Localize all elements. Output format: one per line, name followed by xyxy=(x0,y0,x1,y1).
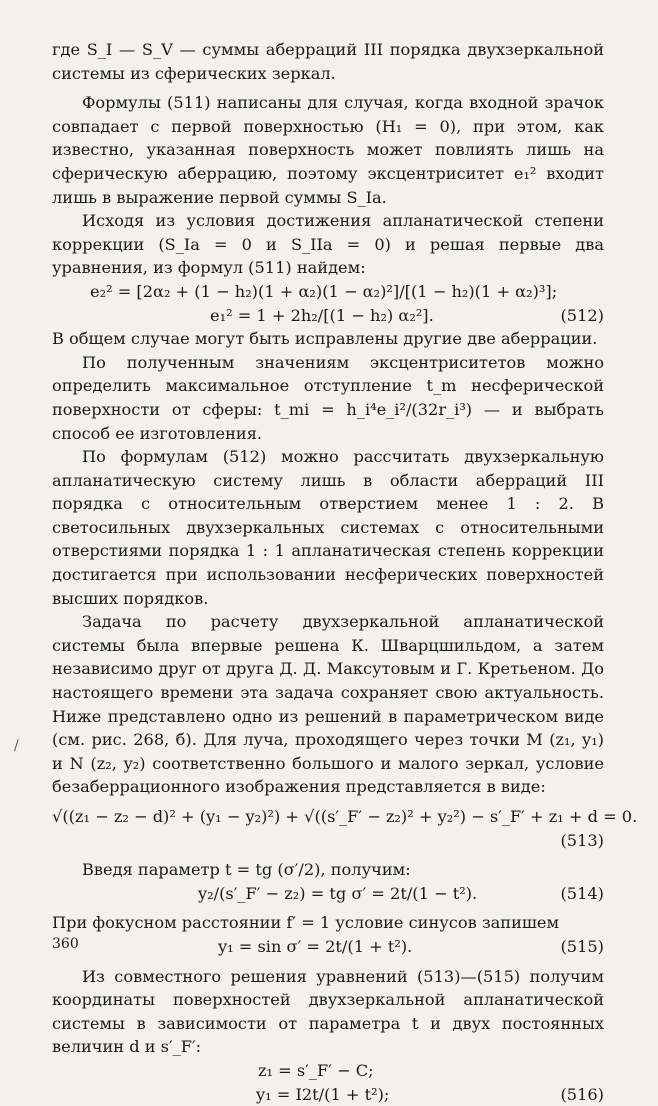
equation-513: √((z₁ − z₂ − d)² + (y₁ − y₂)²) + √((s′_F′ − z₂)² + y₂²) − s′_F′ + z₁ + d = 0. xyxy=(52,807,638,826)
paragraph: По полученным значениям эксцентриситетов можно определить максимальное отступление t_m несферической поверхности от сферы: t_mi = h_i⁴e_i²/(32r_i³) — и выбрать способ ее изготовления. xyxy=(52,352,604,443)
equation-516b: y₁ = I2t/(1 + t²); (516) xyxy=(52,1083,604,1106)
equation-516a: z₁ = s′_F′ − C; xyxy=(258,1060,374,1080)
paragraph: При фокусном расстоянии f′ = 1 условие синусов запишем xyxy=(52,913,560,933)
paragraph: Задача по расчету двухзеркальной апланатической системы была впервые решена К. Шварцшильдом, а затем независимо друг от друга Д. Д. Максутовым и Г. Кретьеном. До настоящего времени эта задача сохраняет свою актуальность. Ниже представлено одно из решений в параметрическом виде (см. рис. 268, б). Для луча, проходящего через точки M (z₁, y₁) и N (z₂, y₂) соответственно большого и малого зеркал, условие безаберрационного изображения представляется в виде: xyxy=(52,612,604,797)
paragraph: Исходя из условия достижения апланатической степени коррекции (S_Ia = 0 и S_IIa = 0) и решая первые два уравнения, из формул (511) найдем: xyxy=(52,211,604,278)
equation-512b: e₁² = 1 + 2h₂/[(1 − h₂) α₂²]. (512) xyxy=(52,304,604,328)
equation-number: (515) xyxy=(560,936,604,956)
equation-514: y₂/(s′_F′ − z₂) = tg σ′ = 2t/(1 − t²). (514) xyxy=(52,882,604,906)
paragraph: где S_I — S_V — суммы аберраций III порядка двухзеркальной системы из сферических зеркал. xyxy=(52,40,604,83)
paragraph: Введя параметр t = tg (σ′/2), получим: xyxy=(82,860,411,880)
page-body xyxy=(52,38,638,1106)
equation-number: (516) xyxy=(560,1084,604,1104)
paragraph: Формулы (511) написаны для случая, когда входной зрачок совпадает с первой поверхностью (H₁ = 0), при этом, как известно, указанная поверхность может повлиять лишь на сферическую аберрацию, поэтому эксцентриситет e₁² входит лишь в выражение первой суммы S_Ia. xyxy=(52,93,604,207)
equation-number: (514) xyxy=(560,883,604,903)
equation-number: (513) xyxy=(560,830,604,850)
paragraph: Из совместного решения уравнений (513)—(515) получим координаты поверхностей двухзеркальной апланатической системы в зависимости от параметра t и двух постоянных величин d и s′_F′: xyxy=(52,966,604,1057)
paragraph: В общем случае могут быть исправлены другие две аберрации. xyxy=(52,329,598,349)
page-number: 360 xyxy=(52,936,79,952)
equation-515: y₁ = sin σ′ = 2t/(1 + t²). (515) xyxy=(52,935,604,959)
margin-mark: / xyxy=(14,738,19,754)
equation-number: (512) xyxy=(560,305,604,325)
equation-512a: e₂² = [2α₂ + (1 − h₂)(1 + α₂)(1 − α₂)²]/[(1 − h₂)(1 + α₂)³]; xyxy=(90,281,558,301)
equation-513-number-line xyxy=(52,829,604,853)
paragraph: По формулам (512) можно рассчитать двухзеркальную апланатическую систему лишь в области аберраций III порядка с относительным отверстием менее 1 : 2. В светосильных двухзеркальных системах с относительными отверстиями порядка 1 : 1 апланатическая степень коррекции достигается при использовании несферических поверхностей высших порядков. xyxy=(52,447,604,608)
